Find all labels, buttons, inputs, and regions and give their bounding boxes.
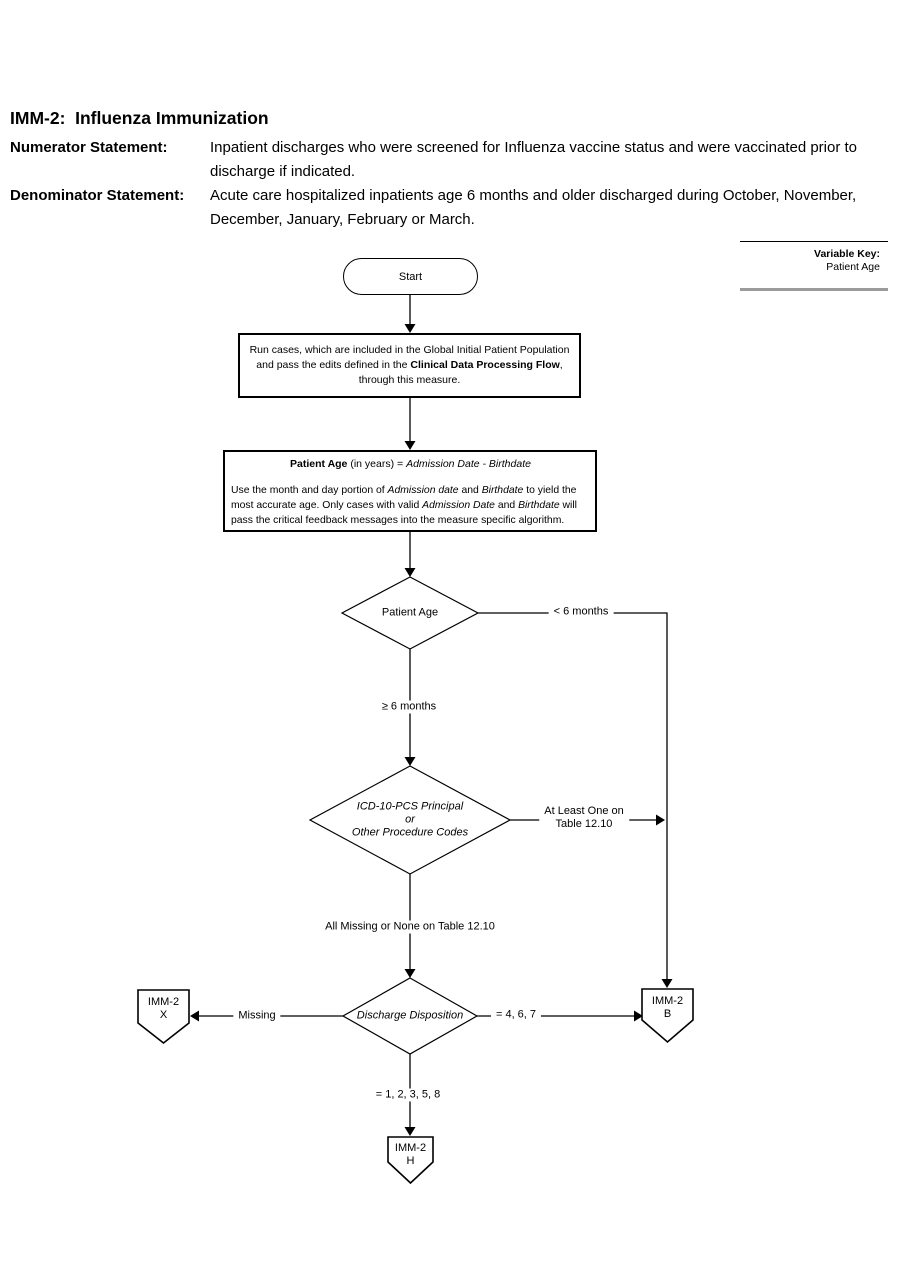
arrowhead-into-b-top	[662, 979, 673, 988]
patient-age-box-title: Patient Age (in years) = Admission Date - Birthdate	[290, 458, 531, 470]
connector-x-label: IMM-2 X	[147, 996, 180, 1021]
run-cases-line1: Run cases, which are included in the Global Initial Patient Population	[249, 344, 570, 356]
arrowhead-into-decision2	[405, 757, 416, 766]
arrowhead-into-patientagebox	[405, 441, 416, 450]
patient-age-box-body: Use the month and day portion of Admission date and Birthdate to yield the most accurate age. Only cases with valid Admission Date and Birthdate will pass the critical feedback messages into the measure specific algorithm.	[231, 485, 577, 526]
procedure-codes-decision-label: ICD-10-PCS Principal or Other Procedure Codes	[351, 800, 469, 839]
branch-label-eq-1-2-3-5-8: = 1, 2, 3, 5, 8	[371, 1089, 446, 1102]
arrowhead-into-h	[405, 1127, 416, 1136]
branch-label-at-least-one: At Least One on Table 12.10	[539, 805, 629, 831]
branch-label-ge-6-months: ≥ 6 months	[377, 701, 441, 714]
branch-label-all-missing: All Missing or None on Table 12.10	[320, 921, 500, 934]
numerator-text: Inpatient discharges who were screened for Influenza vaccine status and were vaccinated prior to discharge if indicated.	[210, 139, 858, 180]
start-node	[343, 258, 478, 295]
run-cases-line3: through this measure.	[358, 374, 461, 386]
denominator-label: Denominator Statement:	[10, 187, 185, 204]
arrowhead-into-runcases	[405, 324, 416, 333]
variable-key-label: Variable Key:	[814, 248, 880, 260]
arrowhead-into-decision3	[405, 969, 416, 978]
denominator-text: Acute care hospitalized inpatients age 6 months and older discharged during October, November, December, January, February or March.	[210, 187, 857, 228]
patient-age-decision-label: Patient Age	[381, 606, 439, 619]
arrowhead-into-vertical-line	[656, 815, 665, 826]
branch-label-missing: Missing	[233, 1010, 280, 1023]
variable-key-value: Patient Age	[826, 261, 880, 273]
run-cases-line2: and pass the edits defined in the Clinical Data Processing Flow,	[256, 359, 563, 371]
discharge-decision-label: Discharge Disposition	[356, 1009, 464, 1022]
connector-b-label: IMM-2 B	[651, 995, 684, 1020]
start-label: Start	[398, 270, 423, 283]
numerator-label: Numerator Statement:	[10, 139, 168, 156]
branch-label-eq-4-6-7: = 4, 6, 7	[491, 1009, 541, 1022]
connector-h-label: IMM-2 H	[394, 1142, 427, 1167]
patient-age-box	[223, 450, 597, 532]
run-cases-box	[238, 333, 581, 398]
arrowhead-into-decision1	[405, 568, 416, 577]
edge-lt6months-to-b	[478, 613, 667, 980]
branch-label-lt-6-months: < 6 months	[549, 606, 614, 619]
page-title: IMM-2: Influenza Immunization	[10, 108, 269, 128]
arrowhead-into-x	[190, 1011, 199, 1022]
